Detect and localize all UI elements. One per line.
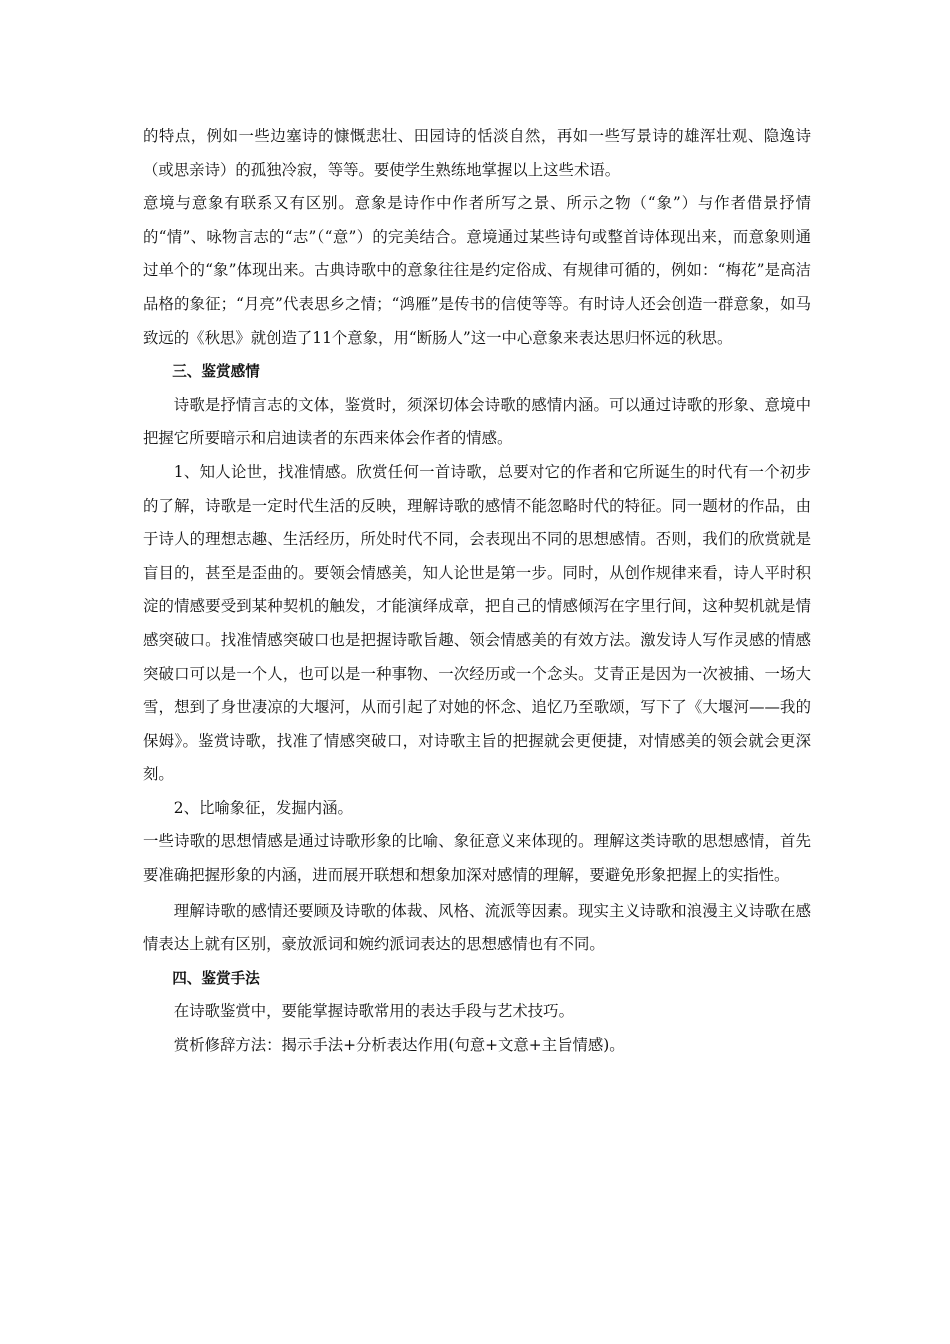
paragraph-point-2-body: 一些诗歌的思想情感是通过诗歌形象的比喻、象征意义来体现的。理解这类诗歌的思想感情，首先要准确把握形象的内涵，进而展开联想和想象加深对感情的理解，要避免形象把握上的实指性。 (143, 832, 811, 885)
paragraph-shoufa-intro: 在诗歌鉴赏中，要能掌握诗歌常用的表达手段与艺术技巧。 (173, 1002, 574, 1021)
paragraph-xiuci-method: 赏析修辞方法：揭示手法+分析表达作用(句意+文意+主旨情感)。 (173, 1036, 625, 1055)
paragraph-point-1: 1、知人论世，找准情感。欣赏任何一首诗歌，总要对它的作者和它所诞生的时代有一个初步的了解，诗歌是一定时代生活的反映，理解诗歌的感情不能忽略时代的特征。同一题材的作品，由于诗人的理想志趣、生活经历，所处时代不同，会表现出不同的思想感情。否则，我们的欣赏就是盲目的，甚至是歪曲的。要领会情感美，知人论世是第一步。同时，从创作规律来看，诗人平时积淀的情感要受到某种契机的触发，才能演绎成章，把自己的情感倾泻在字里行间，这种契机就是情感突破口。找准情感突破口也是把握诗歌旨趣、领会情感美的有效方法。激发诗人写作灵感的情感突破口可以是一个人，也可以是一种事物、一次经历或一个念头。艾青正是因为一次被捕、一场大雪，想到了身世凄凉的大堰河，从而引起了对她的怀念、追忆乃至歌颂，写下了《大堰河——我的保姆》。鉴赏诗歌，找准了情感突破口，对诗歌主旨的把握就会更便捷，对情感美的领会就会更深刻。 (143, 462, 811, 784)
paragraph-ticai-fengge: 理解诗歌的感情还要顾及诗歌的体裁、风格、流派等因素。现实主义诗歌和浪漫主义诗歌在感情表达上就有区别，豪放派词和婉约派词表达的思想感情也有不同。 (143, 901, 811, 954)
paragraph-yijing-yixiang: 意境与意象有联系又有区别。意象是诗作中作者所写之景、所示之物（“象”）与作者借景抒情的“情”、咏物言志的“志”（“意”）的完美结合。意境通过某些诗句或整首诗体现出来，而意象则通过单个的“象”体现出来。古典诗歌中的意象往往是约定俗成、有规律可循的，例如：“梅花”是高洁品格的象征；“月亮”代表思乡之情；“鸿雁”是传书的信使等等。有时诗人还会创造一群意象，如马致远的《秋思》就创造了11个意象，用“断肠人”这一中心意象来表达思归怀远的秋思。 (143, 194, 811, 347)
document-body (143, 120, 811, 1063)
paragraph-ganqing-intro: 诗歌是抒情言志的文体，鉴赏时，须深切体会诗歌的感情内涵。可以通过诗歌的形象、意境中把握它所要暗示和启迪读者的东西来体会作者的情感。 (143, 395, 811, 448)
section-heading-4: 四、鉴赏手法 (172, 969, 260, 987)
paragraph-point-2-title: 2、比喻象征，发掘内涵。 (173, 798, 353, 817)
section-heading-3: 三、鉴赏感情 (172, 363, 260, 381)
paragraph-continuation: 的特点，例如一些边塞诗的慷慨悲壮、田园诗的恬淡自然，再如一些写景诗的雄浑壮观、隐逸诗（或思亲诗）的孤独冷寂，等等。要使学生熟练地掌握以上这些术语。 (143, 127, 811, 179)
